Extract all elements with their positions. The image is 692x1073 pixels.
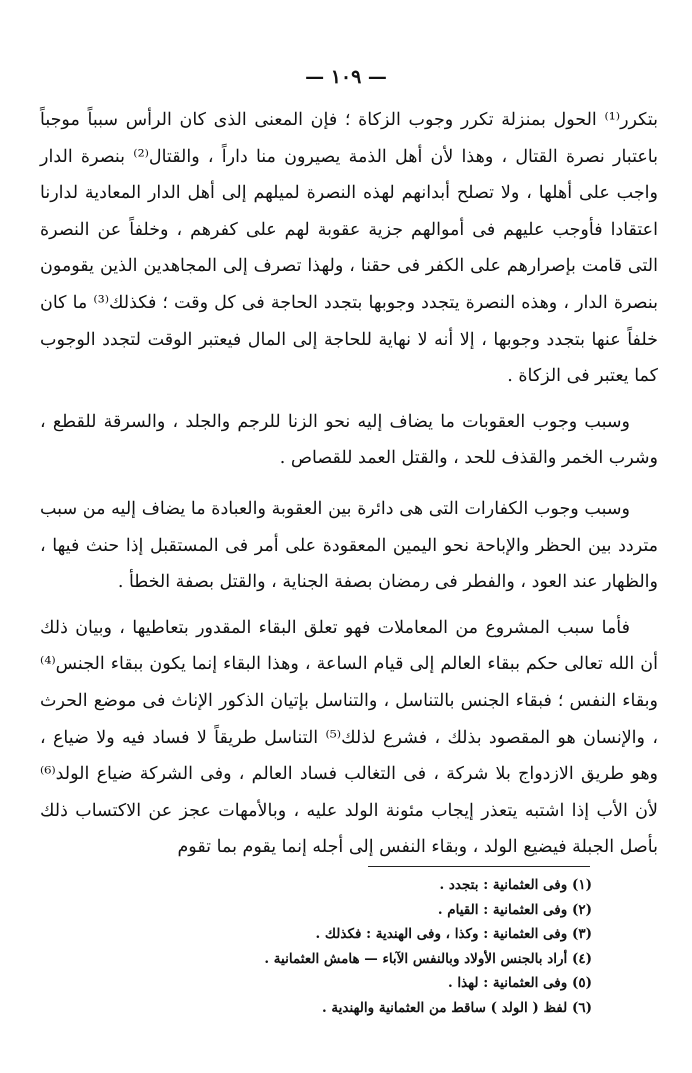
paragraph-1: بتكرر⁽¹⁾ الحول بمنزلة تكرر وجوب الزكاة ؛ فإن المعنى الذى كان الرأس سبباً موجباً باعتبار نصرة القتال ، وهذا لأن أهل الذمة يصيرون منا داراً ، والقتال⁽²⁾ بنصرة الدار واجب على أهلها ، ولا تصلح أبدانهم لهذه النصرة لميلهم إلى أهل الدار المعادية لدارنا اعتقادا فأوجب عليهم فى أموالهم جزية عقوبة لهم على كفرهم ، وخلفاً عن النصرة التى قامت بإصرارهم على الكفر فى حقنا ، ولهذا تصرف إلى المجاهدين الذين يقومون بنصرة الدار ، وهذه النصرة يتجدد وجوبها بتجدد الحاجة فى كل وقت ؛ فكذلك⁽³⁾ ما كان خلفاً عنها بتجدد وجوبها ، إلا أنه لا نهاية للحاجة إلى المال فيعتبر الوقت لتجدد الوجوب كما يعتبر فى الزكاة . (40, 110, 658, 387)
footnote-1: (١) وفى العثمانية : بتجدد . (439, 877, 592, 893)
footnote-3: (٣) وفى العثمانية : وكذا ، وفى الهندية : فكذلك . (315, 926, 592, 943)
paragraph-2: وسبب وجوب العقوبات ما يضاف إليه نحو الزنا للرجم والجلد ، والسرقة للقطع ، وشرب الخمر والقذف للحد ، والقتل العمد للقصاص . (40, 411, 658, 469)
paragraph-3: وسبب وجوب الكفارات التى هى دائرة بين العقوبة والعبادة ما يضاف إليه من سبب متردد بين الحظر والإباحة نحو اليمين المعقودة على أمر فى المستقبل إذا حنث فيها ، والظهار عند العود ، والفطر فى رمضان بصفة الجناية ، والقتل بصفة الخطأ . (40, 498, 658, 593)
page-number: — ١٠٩ — (305, 66, 387, 88)
main-text (40, 102, 658, 866)
footnote-2: (٢) وفى العثمانية : القيام . (437, 901, 592, 918)
footnote-4: (٤) أراد بالجنس الأولاد وبالنفس الآباء — هامش العثمانية . (264, 950, 592, 967)
footnote-separator (368, 866, 590, 867)
footnote-5: (٥) وفى العثمانية : لهذا . (447, 975, 592, 992)
footnote-6: (٦) لفظ ( الولد ) ساقط من العثمانية والهندية . (321, 999, 592, 1016)
paragraph-4: فأما سبب المشروع من المعاملات فهو تعلق البقاء المقدور بتعاطيها ، وبيان ذلك أن الله تعالى حكم ببقاء العالم إلى قيام الساعة ، وهذا البقاء إنما يكون ببقاء الجنس⁽⁴⁾ وبقاء النفس ؛ فبقاء الجنس بالتناسل ، والتناسل بإتيان الذكور الإناث فى موضع الحرث ، والإنسان هو المقصود بذلك ، فشرع لذلك⁽⁵⁾ التناسل طريقاً لا فساد فيه ولا ضياع ، وهو طريق الازدواج بلا شركة ، فى التغالب فساد العالم ، وفى الشركة ضياع الولد⁽⁶⁾ لأن الأب إذا اشتبه يتعذر إيجاب مئونة الولد عليه ، وبالأمهات عجز عن الاكتساب ذلك بأصل الجبلة فيضيع الولد ، وبقاء النفس إلى أجله إنما يقوم بما تقوم (40, 617, 658, 858)
footnotes (132, 873, 592, 1021)
